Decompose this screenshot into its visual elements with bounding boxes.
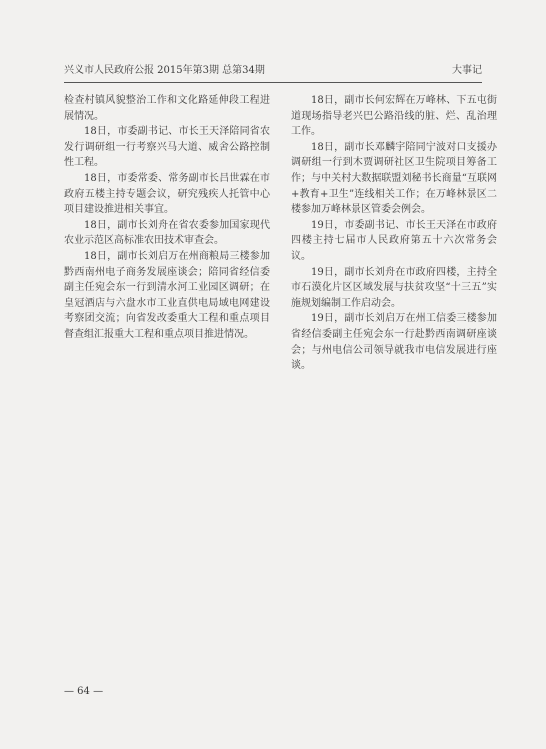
page-header (64, 63, 482, 79)
paragraph: 18日，市委常委、常务副市长吕世霖在市政府五楼主持专题会议，研究残疾人托管中心项目建设推进相关事宜。 (64, 172, 270, 216)
left-column (64, 93, 270, 343)
header-rule (64, 82, 482, 83)
paragraph: 19日，市委副书记、市长王天泽在市政府四楼主持七届市人民政府第五十六次常务会议。 (291, 219, 497, 262)
paragraph: 检查村镇风貌整治工作和文化路延伸段工程进展情况。 (64, 95, 270, 122)
page-number: — 64 — (64, 686, 104, 697)
paragraph: 18日，副市长刘启万在州商粮局三楼参加黔西南州电子商务发展座谈会；陪同省经信委副主任宛会东一行到清水河工业园区调研；在皇冠酒店与六盘水市工业直供电局域电网建设考察团交流；向省发改委重大工程和重点项目督查组汇报重大工程和重点项目推进情况。 (64, 250, 270, 340)
section-title: 大事记 (452, 65, 482, 76)
paragraph: 18日，副市长何宏辉在万峰林、下五屯街道现场指导老兴巴公路沿线的脏、烂、乱治理工作。 (291, 95, 497, 138)
paragraph: 19日，副市长刘舟在市政府四楼，主持全市石漠化片区区域发展与扶贫攻坚“十三五”实施规划编制工作启动会。 (291, 266, 497, 309)
paragraph: 18日，副市长刘舟在省农委参加国家现代农业示范区高标准农田技术审查会。 (64, 219, 270, 247)
publication-title: 兴义市人民政府公报 2015年第3期 总第34期 (64, 65, 265, 76)
paragraph: 18日，副市长邓麟宇陪同宁波对口支援办调研组一行到木贾调研社区卫生院项目筹备工作；与中关村大数据联盟刘秘书长商量“互联网+教育+卫生”连线相关工作；在万峰林景区二楼参加万峰林景区管委会例会。 (291, 141, 497, 216)
paragraph: 18日，市委副书记、市长王天泽陪同省农发行调研组一行考察兴马大道、威舍公路控制性工程。 (64, 126, 270, 169)
paragraph: 19日，副市长刘启万在州工信委三楼参加省经信委副主任宛会东一行赴黔西南调研座谈会；与州电信公司领导就我市电信发展进行座谈。 (291, 313, 497, 372)
right-column (291, 93, 497, 374)
